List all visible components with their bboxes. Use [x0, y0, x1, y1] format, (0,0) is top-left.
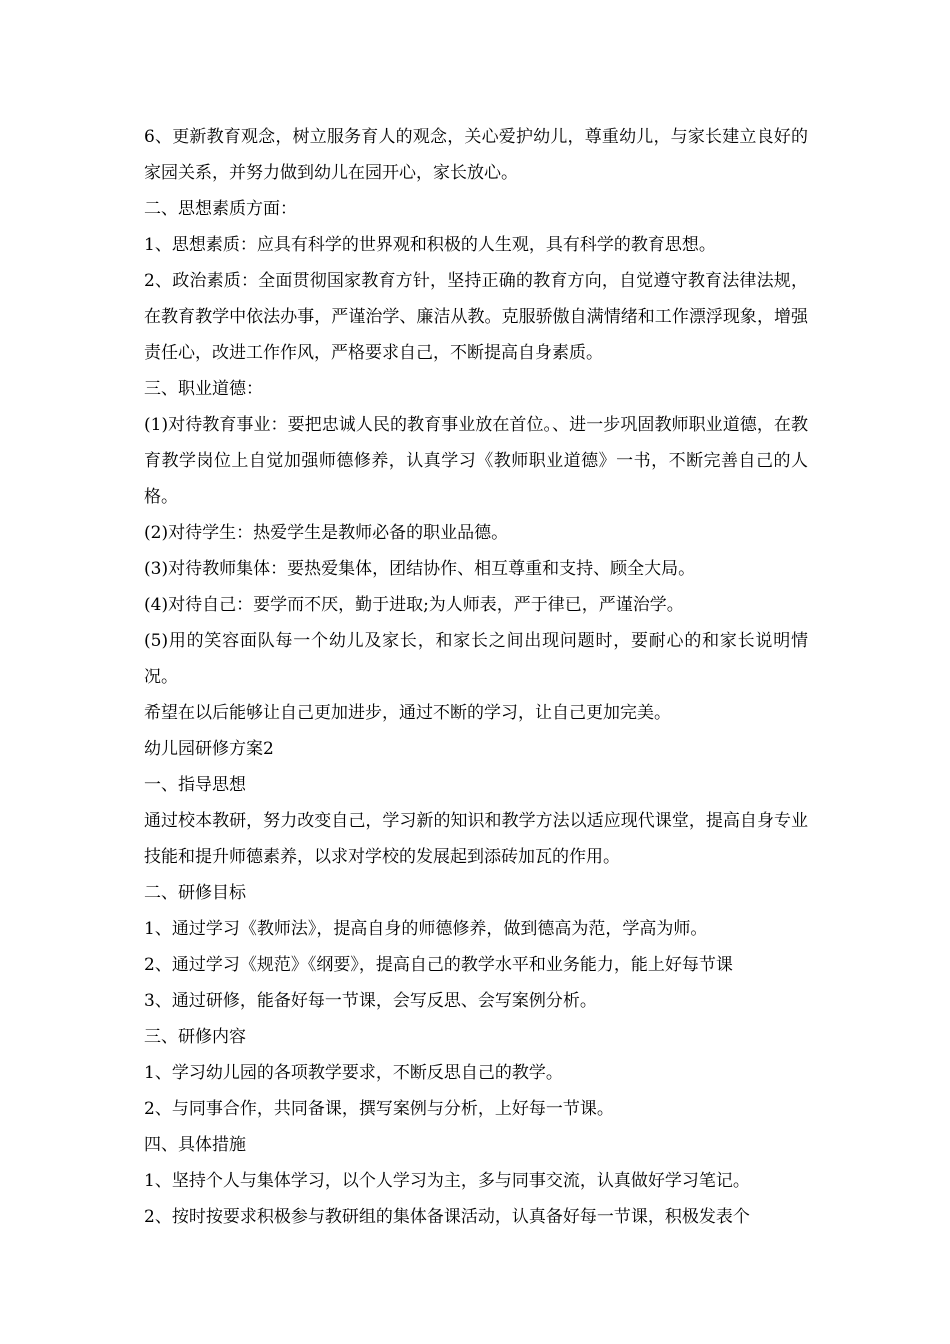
paragraph: 2、按时按要求积极参与教研组的集体备课活动，认真备好每一节课，积极发表个	[144, 1207, 750, 1227]
paragraph: (1)对待教育事业：要把忠诚人民的教育事业放在首位。、进一步巩固教师职业道德，在教育教学岗位上自觉加强师德修养，认真学习《教师职业道德》一书，不断完善自己的人格。	[144, 415, 808, 507]
paragraph: 1、思想素质：应具有科学的世界观和积极的人生观，具有科学的教育思想。	[144, 235, 716, 255]
paragraph: (3)对待教师集体：要热爱集体，团结协作、相互尊重和支持、顾全大局。	[144, 559, 696, 579]
document-body	[144, 119, 808, 1235]
section-heading: 三、研修内容	[144, 1027, 246, 1047]
paragraph: 2、通过学习《规范》《纲要》，提高自己的教学水平和业务能力，能上好每节课	[144, 955, 733, 975]
paragraph: 通过校本教研，努力改变自己，学习新的知识和教学方法以适应现代课堂，提高自身专业技能和提升师德素养，以求对学校的发展起到添砖加瓦的作用。	[144, 811, 808, 867]
section-heading: 二、研修目标	[144, 883, 246, 903]
paragraph: 1、学习幼儿园的各项教学要求，不断反思自己的教学。	[144, 1063, 563, 1083]
section-heading: 四、具体措施	[144, 1135, 246, 1155]
paragraph: 2、政治素质：全面贯彻国家教育方针，坚持正确的教育方向，自觉遵守教育法律法规，在教育教学中依法办事，严谨治学、廉洁从教。克服骄傲自满情绪和工作漂浮现象，增强责任心，改进工作作风，严格要求自己，不断提高自身素质。	[144, 271, 808, 363]
section-heading: 一、指导思想	[144, 775, 246, 795]
paragraph: 1、通过学习《教师法》，提高自身的师德修养，做到德高为范，学高为师。	[144, 919, 708, 939]
paragraph: 希望在以后能够让自己更加进步，通过不断的学习，让自己更加完美。	[144, 703, 671, 723]
section-heading: 三、职业道德：	[144, 379, 263, 399]
section-heading: 二、思想素质方面：	[144, 199, 297, 219]
paragraph: (4)对待自己：要学而不厌，勤于进取;为人师表，严于律已，严谨治学。	[144, 595, 684, 615]
paragraph: (5)用的笑容面队每一个幼儿及家长，和家长之间出现问题时，要耐心的和家长说明情况。	[144, 631, 808, 687]
paragraph: 6、更新教育观念，树立服务育人的观念，关心爱护幼儿，尊重幼儿，与家长建立良好的家园关系，并努力做到幼儿在园开心，家长放心。	[144, 127, 808, 183]
document-title: 幼儿园研修方案2	[144, 739, 274, 759]
paragraph: 1、坚持个人与集体学习，以个人学习为主，多与同事交流，认真做好学习笔记。	[144, 1171, 750, 1191]
paragraph: 2、与同事合作，共同备课，撰写案例与分析，上好每一节课。	[144, 1099, 614, 1119]
paragraph: 3、通过研修，能备好每一节课，会写反思、会写案例分析。	[144, 991, 597, 1011]
paragraph: (2)对待学生：热爱学生是教师必备的职业品德。	[144, 523, 509, 543]
